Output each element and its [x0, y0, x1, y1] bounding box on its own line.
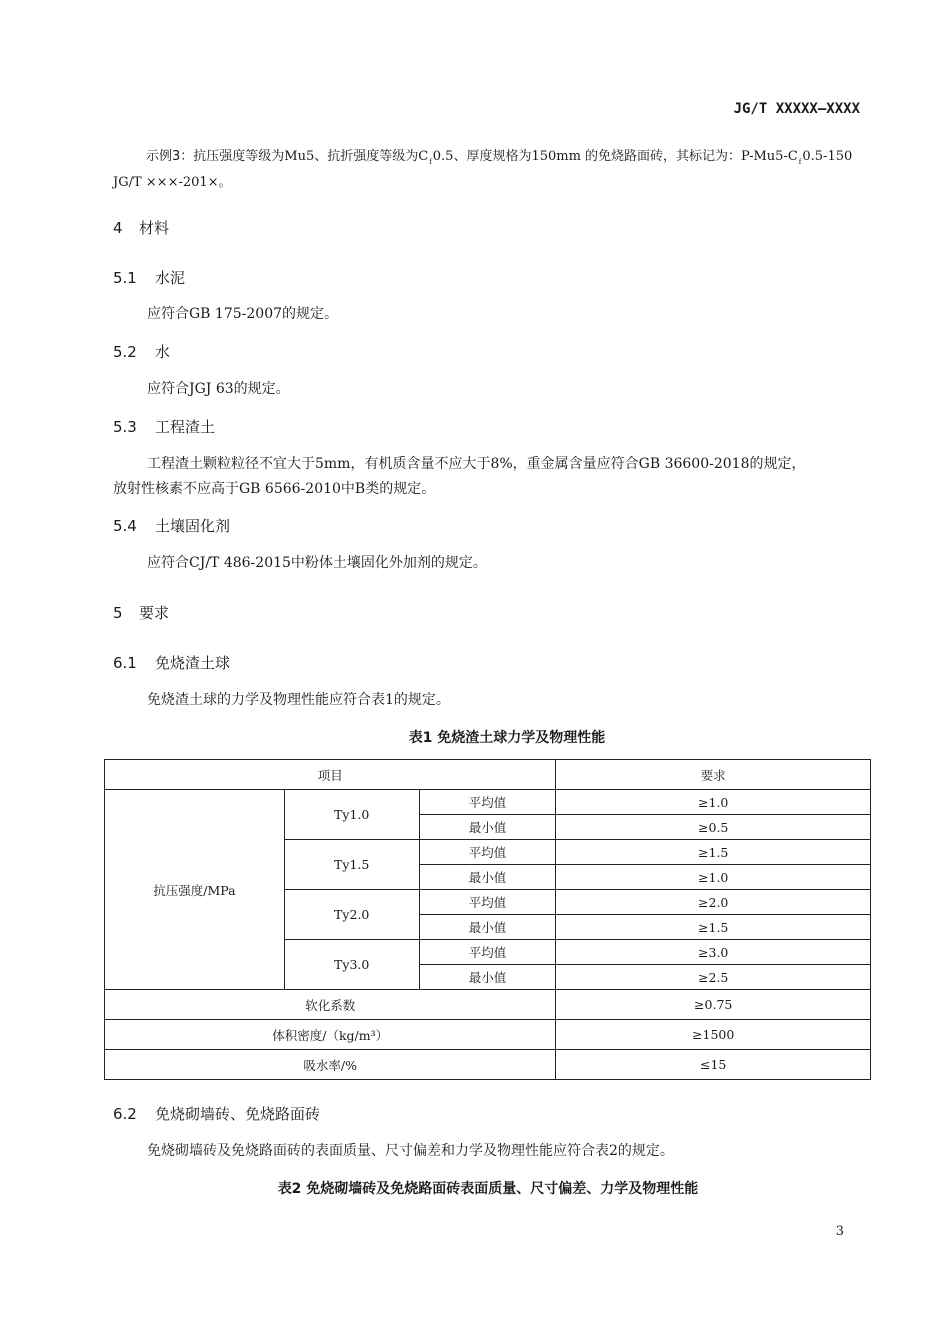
- section-5-4-text: 应符合CJ/T 486-2015中粉体土壤固化外加剂的规定。: [147, 555, 487, 571]
- example-line-2: JG/T ×××-201×。: [113, 175, 232, 190]
- grade-name: Ty1.5: [284, 840, 419, 890]
- section-5-3-text-line-1: 工程渣土颗粒粒径不宜大于5mm，有机质含量不应大于8%，重金属含量应符合GB 36600-2018的规定，: [147, 456, 806, 472]
- subscript-f: f: [429, 158, 432, 166]
- section-5-3-heading: [113, 416, 215, 437]
- section-number: 6.1: [113, 654, 137, 672]
- section-number: 4: [113, 219, 123, 237]
- section-5-4-heading: [113, 515, 230, 536]
- section-number: 5.1: [113, 269, 137, 287]
- page-number: 3: [835, 1224, 844, 1239]
- section-5-2-text: 应符合JGJ 63的规定。: [147, 381, 290, 397]
- example-label: 示例3：: [146, 149, 194, 164]
- table-2-caption: 表2 免烧砌墙砖及免烧路面砖表面质量、尺寸偏差、力学及物理性能: [277, 1181, 699, 1197]
- average-value: ≥1.0: [556, 790, 871, 815]
- section-title: 免烧渣土球: [155, 654, 231, 672]
- average-label: 平均值: [419, 840, 556, 865]
- document-code: JG/T XXXXX—XXXX: [733, 101, 860, 117]
- section-5-1-text: 应符合GB 175-2007的规定。: [147, 306, 339, 322]
- section-5-3-text-line-2: 放射性核素不应高于GB 6566-2010中B类的规定。: [113, 481, 436, 497]
- table-row: [105, 1050, 871, 1080]
- section-6-2-text: 免烧砌墙砖及免烧路面砖的表面质量、尺寸偏差和力学及物理性能应符合表2的规定。: [147, 1143, 674, 1159]
- density-value: ≥1500: [556, 1020, 871, 1050]
- minimum-value: ≥0.5: [556, 815, 871, 840]
- section-6-1-text: 免烧渣土球的力学及物理性能应符合表1的规定。: [147, 692, 450, 708]
- grade-name: Ty3.0: [284, 940, 419, 990]
- density-label: 体积密度/（kg/m³）: [105, 1020, 556, 1050]
- average-value: ≥1.5: [556, 840, 871, 865]
- table-1-caption: 表1 免烧渣土球力学及物理性能: [408, 730, 606, 746]
- section-number: 6.2: [113, 1105, 137, 1123]
- section-number: 5.4: [113, 517, 137, 535]
- example-text-c: 0.5-150: [802, 149, 853, 164]
- section-title: 水: [155, 343, 171, 361]
- table-row: [105, 990, 871, 1020]
- section-title: 材料: [139, 219, 170, 237]
- section-title: 工程渣土: [155, 418, 216, 436]
- average-value: ≥2.0: [556, 890, 871, 915]
- softening-value: ≥0.75: [556, 990, 871, 1020]
- section-number: 5.3: [113, 418, 137, 436]
- header-requirement: 要求: [556, 760, 871, 790]
- section-title: 免烧砌墙砖、免烧路面砖: [155, 1105, 321, 1123]
- minimum-label: 最小值: [419, 815, 556, 840]
- average-label: 平均值: [419, 790, 556, 815]
- softening-label: 软化系数: [105, 990, 556, 1020]
- section-title: 要求: [139, 604, 170, 622]
- minimum-label: 最小值: [419, 865, 556, 890]
- table-header-row: [105, 760, 871, 790]
- section-number: 5.2: [113, 343, 137, 361]
- minimum-label: 最小值: [419, 965, 556, 990]
- section-title: 水泥: [155, 269, 186, 287]
- section-5-2-heading: [113, 341, 170, 362]
- section-title: 土壤固化剂: [155, 517, 231, 535]
- absorption-label: 吸水率/%: [105, 1050, 556, 1080]
- average-label: 平均值: [419, 890, 556, 915]
- average-label: 平均值: [419, 940, 556, 965]
- grade-name: Ty1.0: [284, 790, 419, 840]
- absorption-value: ≤15: [556, 1050, 871, 1080]
- subscript-f: f: [798, 158, 802, 166]
- section-6-2-heading: [113, 1103, 320, 1124]
- strength-label: 抗压强度/MPa: [105, 790, 285, 990]
- header-item: 项目: [105, 760, 556, 790]
- section-4-heading: [113, 217, 169, 238]
- section-5-heading: [113, 602, 169, 623]
- example-text-b: 0.5、厚度规格为150mm 的免烧路面砖，其标记为：P-Mu5-C: [432, 149, 798, 164]
- section-number: 5: [113, 604, 123, 622]
- example-line-1: [146, 145, 852, 166]
- section-5-1-heading: [113, 267, 185, 288]
- grade-name: Ty2.0: [284, 890, 419, 940]
- minimum-value: ≥1.5: [556, 915, 871, 940]
- table-row: [105, 790, 871, 815]
- section-6-1-heading: [113, 652, 230, 673]
- example-text-a: 抗压强度等级为Mu5、抗折强度等级为C: [193, 149, 429, 164]
- average-value: ≥3.0: [556, 940, 871, 965]
- minimum-value: ≥2.5: [556, 965, 871, 990]
- table-1: [104, 759, 871, 1080]
- minimum-label: 最小值: [419, 915, 556, 940]
- minimum-value: ≥1.0: [556, 865, 871, 890]
- table-row: [105, 1020, 871, 1050]
